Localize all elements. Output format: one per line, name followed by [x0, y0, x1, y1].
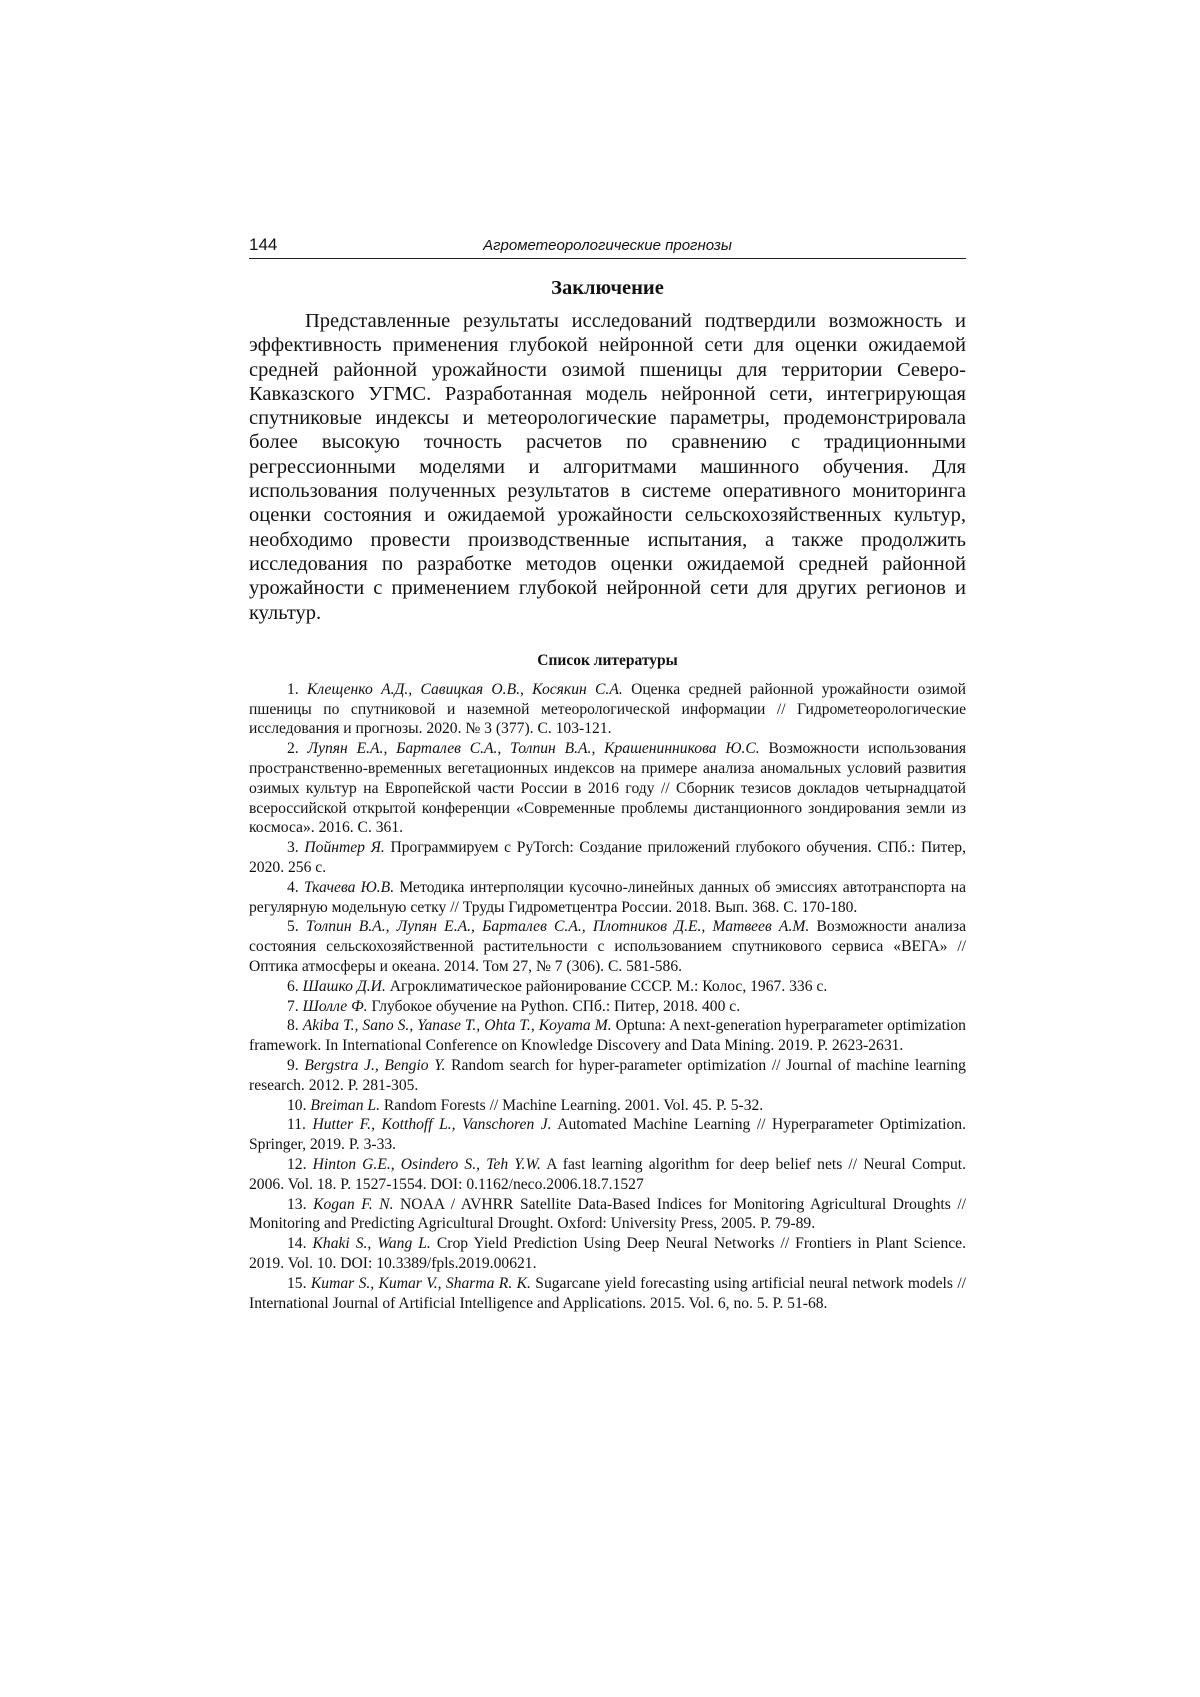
reference-text: Random Forests // Machine Learning. 2001. Vol. 45. P. 5-32.	[383, 1096, 764, 1114]
reference-text: NOAA / AVHRR Satellite Data-Based Indices for Monitoring Agricultural Droughts // Monitoring and Predicting Agricultural Drought. Oxford: University Press, 2005. P. 79-89.	[249, 1195, 966, 1233]
conclusion-paragraph: Представленные результаты исследований подтвердили возможность и эффективность применения глубокой нейронной сети для оценки ожидаемой средней районной урожайности озимой пшеницы для территории Северо-Кавказского УГМС. Разработанная модель нейронной сети, интегрирующая спутниковые индексы и метеорологические параметры, продемонстрировала более высокую точность расчетов по сравнению с традиционными регрессионными моделями и алгоритмами машинного обучения. Для использования полученных результатов в системе оперативного мониторинга оценки состояния и ожидаемой урожайности сельскохозяйственных культур, необходимо провести производственные испытания, а также продолжить исследования по разработке методов оценки ожидаемой средней районной урожайности с применением глубокой нейронной сети для других регионов и культур.	[249, 310, 966, 624]
reference-authors: Ткачева Ю.В.	[303, 878, 395, 896]
reference-text: Возможности использования пространственно-временных вегетационных индексов на примере анализа аномальных условий развития озимых культур на Европейской части России в 2016 году // Сборник тезисов докладов четырнадцатой всероссийской открытой конференции «Современные проблемы дистанционного зондирования земли из космоса». 2016. С. 361.	[249, 740, 967, 837]
reference-authors: Kogan F. N.	[313, 1195, 394, 1213]
reference-authors: Hutter F., Kotthoff L., Vanschoren J.	[312, 1116, 552, 1134]
reference-item	[249, 878, 966, 918]
reference-item	[249, 1115, 966, 1155]
reference-authors: Толпин В.А., Лупян Е.А., Барталев С.А., Плотников Д.Е., Матвеев А.М.	[305, 918, 810, 936]
reference-text: Optuna: A next-generation hyperparameter optimization framework. In International Conference on Knowledge Discovery and Data Mining. 2019. P. 2623-2631.	[249, 1017, 966, 1055]
reference-item	[249, 838, 966, 878]
reference-text: A fast learning algorithm for deep belief nets // Neural Comput. 2006. Vol. 18. P. 1527-1554. DOI: 0.1162/neco.2006.18.7.1527	[249, 1155, 966, 1193]
reference-number: 13.	[287, 1195, 307, 1213]
reference-number: 5.	[287, 918, 299, 936]
reference-text: Random search for hyper-parameter optimization // Journal of machine learning research. 2012. P. 281-305.	[249, 1057, 966, 1094]
reference-authors: Kumar S., Kumar V., Sharma R. K.	[310, 1274, 531, 1292]
reference-number: 6.	[287, 977, 299, 995]
reference-authors: Лупян Е.А., Барталев С.А., Толпин В.А., Крашенинникова Ю.С.	[307, 740, 760, 758]
reference-text: Crop Yield Prediction Using Deep Neural Networks // Frontiers in Plant Science. 2019. Vol. 10. DOI: 10.3389/fpls.2019.00621.	[249, 1235, 966, 1272]
reference-text: Sugarcane yield forecasting using artificial neural network models // International Journal of Artificial Intelligence and Applications. 2015. Vol. 6, no. 5. P. 51-68.	[249, 1274, 966, 1312]
references-list	[249, 680, 966, 1314]
references-title: Список литературы	[537, 651, 678, 669]
reference-authors: Khaki S., Wang L.	[312, 1235, 431, 1253]
reference-number: 9.	[287, 1057, 299, 1074]
reference-authors: Akiba T., Sano S., Yanase T., Ohta T., Koyama M.	[302, 1017, 612, 1035]
reference-authors: Пойнтер Я.	[304, 839, 385, 857]
reference-number: 11.	[287, 1116, 306, 1134]
reference-number: 15.	[287, 1274, 307, 1292]
reference-text: Агроклиматическое районирование СССР. М.: Колос, 1967. 336 с.	[389, 977, 828, 995]
reference-text: Возможности анализа состояния сельскохозяйственной растительности с использованием спутникового сервиса «ВЕГА» // Оптика атмосферы и океана. 2014. Том 27, № 7 (306). С. 581-586.	[249, 918, 966, 976]
reference-item	[249, 1234, 966, 1274]
reference-number: 4.	[287, 878, 299, 896]
reference-number: 2.	[287, 740, 299, 758]
reference-item	[249, 1016, 966, 1056]
reference-item	[249, 1096, 966, 1116]
page-content	[249, 230, 966, 1313]
reference-item	[249, 1274, 966, 1314]
reference-number: 10.	[287, 1096, 307, 1114]
reference-text: Методика интерполяции кусочно-линейных данных об эмиссиях автотранспорта на регулярную модельную сетку // Труды Гидрометцентра России. 2018. Вып. 368. С. 170-180.	[249, 878, 966, 916]
reference-text: Automated Machine Learning // Hyperparameter Optimization. Springer, 2019. P. 3-33.	[249, 1116, 966, 1154]
reference-item	[249, 739, 966, 838]
reference-number: 8.	[287, 1017, 299, 1035]
reference-item	[249, 1155, 966, 1195]
reference-authors: Bergstra J., Bengio Y.	[304, 1057, 446, 1074]
reference-item	[249, 1056, 966, 1096]
reference-authors: Шолле Ф.	[302, 997, 368, 1015]
reference-number: 3.	[287, 839, 299, 857]
reference-number: 7.	[287, 997, 299, 1015]
reference-text: Глубокое обучение на Python. СПб.: Питер, 2018. 400 с.	[371, 997, 741, 1015]
reference-item	[249, 917, 966, 976]
running-head	[249, 230, 966, 259]
reference-authors: Шашко Д.И.	[302, 977, 386, 995]
reference-item	[249, 997, 966, 1017]
reference-number: 1.	[287, 680, 299, 698]
reference-text: Программируем с PyTorch: Создание приложений глубокого обучения. СПб.: Питер, 2020. 256 с.	[249, 839, 966, 877]
page-number: 144	[249, 235, 278, 254]
reference-item	[249, 977, 966, 997]
reference-item	[249, 680, 966, 739]
reference-number: 12.	[287, 1155, 307, 1173]
reference-item	[249, 1195, 966, 1235]
running-title: Агрометеорологические прогнозы	[483, 237, 732, 254]
reference-number: 14.	[287, 1235, 307, 1253]
conclusion-title: Заключение	[551, 277, 664, 299]
reference-text: Оценка средней районной урожайности озимой пшеницы по спутниковой и наземной метеорологической информации // Гидрометеорологические исследования и прогнозы. 2020. № 3 (377). С. 103-121.	[249, 680, 966, 738]
reference-authors: Hinton G.E., Osindero S., Teh Y.W.	[312, 1155, 541, 1173]
reference-authors: Клещенко А.Д., Савицкая О.В., Косякин С.А.	[307, 680, 623, 698]
reference-authors: Breiman L.	[310, 1096, 380, 1114]
